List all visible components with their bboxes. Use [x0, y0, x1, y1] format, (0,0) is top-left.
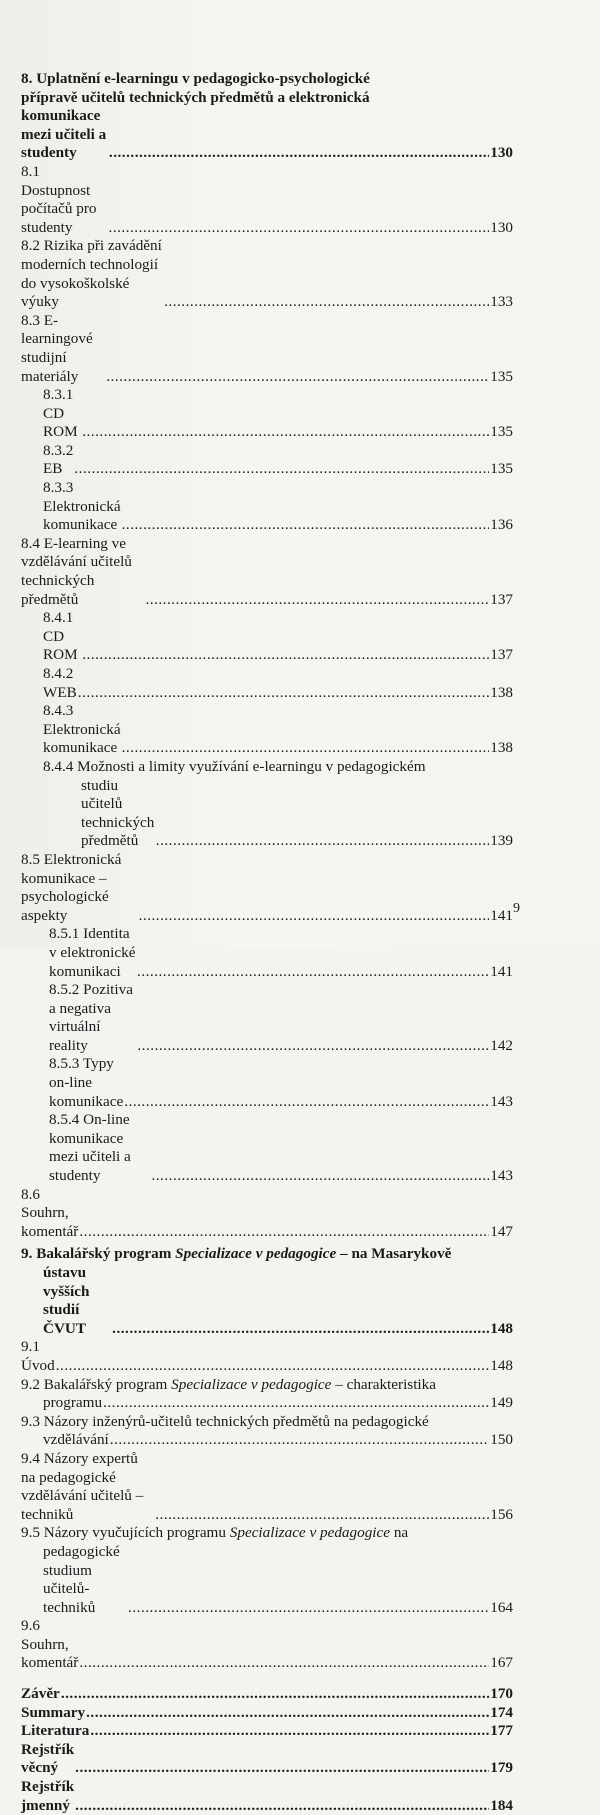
dot-leader [79, 1654, 489, 1673]
dot-leader [110, 1431, 489, 1450]
dot-leader [79, 1223, 489, 1242]
toc-program-name: Specializace v pedagogice [229, 1524, 391, 1542]
toc-page-number: 135 [490, 367, 513, 385]
toc-entry-label: 8.1 Dostupnost počítačů pro studenty [21, 162, 97, 236]
toc-entry-8-6 [21, 1186, 513, 1242]
toc-entry-rejstrik-vecny [21, 1741, 513, 1778]
toc-entry-label: Závěr [21, 1685, 60, 1703]
toc-entry-label: 8.4.2 WEB [43, 665, 77, 701]
dot-leader [75, 1759, 489, 1778]
toc-page-number: 137 [490, 646, 513, 664]
toc-page-number: 177 [490, 1722, 513, 1740]
toc-page-number: 156 [490, 1505, 513, 1523]
toc-program-name: Specializace v pedagogice [171, 1375, 332, 1393]
dot-leader [151, 1167, 489, 1186]
dot-leader [137, 963, 489, 982]
toc-page-number: 141 [490, 962, 513, 980]
toc-entry-label: Rejstřík věcný [21, 1740, 75, 1777]
toc-page-number: 179 [490, 1759, 513, 1777]
dot-leader [122, 739, 490, 758]
toc-page-number: 167 [490, 1654, 513, 1672]
toc-entry-label: Literatura [21, 1722, 90, 1740]
toc-text-part: na [390, 1524, 409, 1542]
toc-page-number: 150 [490, 1431, 513, 1449]
dot-leader [145, 591, 489, 610]
toc-entry-chapter-9 [21, 1264, 513, 1338]
toc-entry-8-3-3 [21, 479, 513, 535]
page-number: 9 [513, 901, 520, 916]
toc-entry-label: 9.4 Názory expertů na pedagogické vzdělávání učitelů – techniků [21, 1449, 144, 1523]
dot-leader [78, 684, 489, 703]
toc-entry-9-2 [21, 1394, 513, 1413]
toc-entry-label: 8.3.2 EB [43, 441, 74, 478]
toc-entry-8-5 [21, 851, 513, 925]
dot-leader [164, 293, 489, 312]
toc-entry-label: 8.3.1 CD ROM [43, 386, 78, 441]
toc-text-part: 9.5 Názory vyučujících programu [21, 1524, 230, 1542]
toc-entry-label: 8.6 Souhrn, komentář [21, 1185, 79, 1240]
toc-entry-9-6 [21, 1617, 513, 1673]
dot-leader [137, 1037, 489, 1056]
dot-leader [61, 1685, 489, 1704]
toc-entry-label: 8.3.3 Elektronická komunikace [43, 479, 121, 534]
toc-chapter-9-title-line-1 [21, 1245, 513, 1264]
toc-page-number: 143 [490, 1167, 513, 1185]
toc-entry-label: 8.4.3 Elektronická komunikace [43, 702, 121, 757]
toc-text-part: – charakteristika [331, 1375, 436, 1393]
dot-leader [139, 907, 490, 926]
toc-entry-label: 8.5 Elektronická komunikace – psychologické aspekty [21, 850, 122, 924]
toc-chapter-8-title-line-1: 8. Uplatnění e-learningu v pedagogicko-psychologické [21, 70, 370, 87]
toc-page-number: 148 [490, 1356, 513, 1374]
toc-entry-9-4 [21, 1450, 513, 1524]
dot-leader [74, 460, 489, 479]
toc-entry-label: Rejstřík jmenný [21, 1778, 75, 1814]
toc-entry-8-5-3 [21, 1055, 513, 1111]
toc-page-number: 135 [490, 460, 513, 478]
toc-entry-label: 8.5.3 Typy on-line komunikace [49, 1055, 124, 1110]
toc-entry-label: 8.3 E-learningové studijní materiály [21, 311, 93, 385]
toc-entry-9-5 [21, 1543, 513, 1617]
dot-leader [155, 1506, 489, 1525]
dot-leader [75, 1797, 489, 1815]
toc-page-number: 138 [490, 739, 513, 757]
toc-page-number: 136 [490, 516, 513, 534]
dot-leader [106, 368, 489, 387]
toc-entry-8-4-2 [21, 665, 513, 702]
toc-entry-literatura [21, 1722, 513, 1741]
dot-leader [122, 516, 490, 535]
toc-entry-8-3-1 [21, 386, 513, 442]
toc-entry-zaver [21, 1685, 513, 1704]
toc-entry-9-2-line-1 [21, 1376, 513, 1395]
toc-entry-label: 8.4 E-learning ve vzdělávání učitelů technických předmětů [21, 534, 132, 608]
toc-page-number: 143 [490, 1092, 513, 1110]
toc-page-number: 148 [490, 1319, 513, 1337]
dot-leader [112, 1320, 489, 1339]
toc-chapter-9-title-line-2: ústavu vyšších studií ČVUT [43, 1264, 90, 1337]
toc-entry-8-5-4 [21, 1111, 513, 1185]
toc-entry-label: vzdělávání [43, 1431, 109, 1449]
toc-entry-label: 8.4.1 CD ROM [43, 609, 78, 664]
toc-entry-label: 8.5.1 Identita v elektronické komunikaci [49, 925, 136, 980]
dot-leader [109, 219, 490, 238]
toc-page-number: 141 [490, 906, 513, 924]
toc-entry-label: studiu učitelů technických předmětů [81, 776, 155, 850]
dot-leader [82, 423, 489, 442]
toc-entry-summary [21, 1704, 513, 1723]
toc-entry-8-5-2 [21, 981, 513, 1055]
toc-entry-8-4-1 [21, 609, 513, 665]
toc-text-part: – na Masarykově [336, 1245, 452, 1263]
toc-entry-8-3-2 [21, 442, 513, 479]
toc-entry-label: Summary [21, 1703, 86, 1721]
toc-page-number: 133 [490, 293, 513, 311]
dot-leader [82, 646, 489, 665]
dot-leader [109, 144, 489, 163]
toc-entry-label: programu [43, 1394, 103, 1412]
toc-page-number: 142 [490, 1036, 513, 1054]
dot-leader [124, 1093, 489, 1112]
toc-page-number: 135 [490, 423, 513, 441]
toc-entry-label: 8.5.4 On-line komunikace mezi učiteli a studenty [49, 1111, 131, 1185]
toc-entry-8-4 [21, 535, 513, 609]
dot-leader [86, 1704, 489, 1723]
toc-entry-label: pedagogické studium učitelů-techniků [43, 1542, 120, 1616]
toc-page-number: 138 [490, 683, 513, 701]
toc-entry-9-3-line-1: 9.3 Názory inženýrů-učitelů technických předmětů na pedagogické [21, 1412, 429, 1430]
toc-program-name: Specializace v pedagogice [175, 1245, 337, 1263]
toc-page-number: 174 [490, 1703, 513, 1721]
toc-entry-9-1 [21, 1338, 513, 1375]
toc-entry-8-4-4 [21, 777, 513, 851]
toc-page-number: 149 [490, 1394, 513, 1412]
dot-leader [156, 832, 489, 851]
dot-leader [103, 1394, 489, 1413]
toc-entry-label: 8.2 Rizika při zavádění moderních technologií do vysokoškolské výuky [21, 237, 162, 311]
table-of-contents [21, 70, 513, 1815]
toc-chapter-8-title-line-2: přípravě učitelů technických předmětů a elektronická [21, 88, 370, 106]
dot-leader [56, 1357, 489, 1376]
toc-page-number: 130 [490, 144, 513, 162]
toc-entry-label: 9.6 Souhrn, komentář [21, 1617, 79, 1672]
toc-chapter-8-title-line-3: komunikace mezi učiteli a studenty [21, 107, 107, 162]
toc-page-number: 164 [490, 1598, 513, 1616]
toc-page-number: 184 [490, 1796, 513, 1814]
toc-entry-9-5-line-1 [21, 1524, 513, 1543]
dot-leader [90, 1722, 489, 1741]
toc-page-number: 139 [490, 832, 513, 850]
toc-text-part: 9.2 Bakalářský program [21, 1375, 172, 1393]
toc-entry-8-1 [21, 163, 513, 237]
toc-entry-9-3 [21, 1431, 513, 1450]
toc-entry-8-2 [21, 237, 513, 311]
dot-leader [128, 1599, 489, 1618]
toc-entry-label: 9.1 Úvod [21, 1338, 55, 1374]
toc-entry-rejstrik-jmenny [21, 1778, 513, 1815]
toc-entry-label: 8.5.2 Pozitiva a negativa virtuální reality [49, 981, 133, 1054]
toc-page-number: 137 [490, 590, 513, 608]
toc-entry-8-4-3 [21, 702, 513, 758]
toc-text-part: 9. Bakalářský program [21, 1245, 176, 1263]
toc-page-number: 130 [490, 218, 513, 236]
toc-entry-8-5-1 [21, 925, 513, 981]
toc-entry-chapter-8 [21, 107, 513, 163]
toc-page-number: 147 [490, 1222, 513, 1240]
toc-page-number: 170 [490, 1685, 513, 1703]
toc-entry-8-3 [21, 312, 513, 386]
toc-entry-8-4-4-line-1: 8.4.4 Možnosti a limity využívání e-learningu v pedagogickém [43, 757, 426, 775]
